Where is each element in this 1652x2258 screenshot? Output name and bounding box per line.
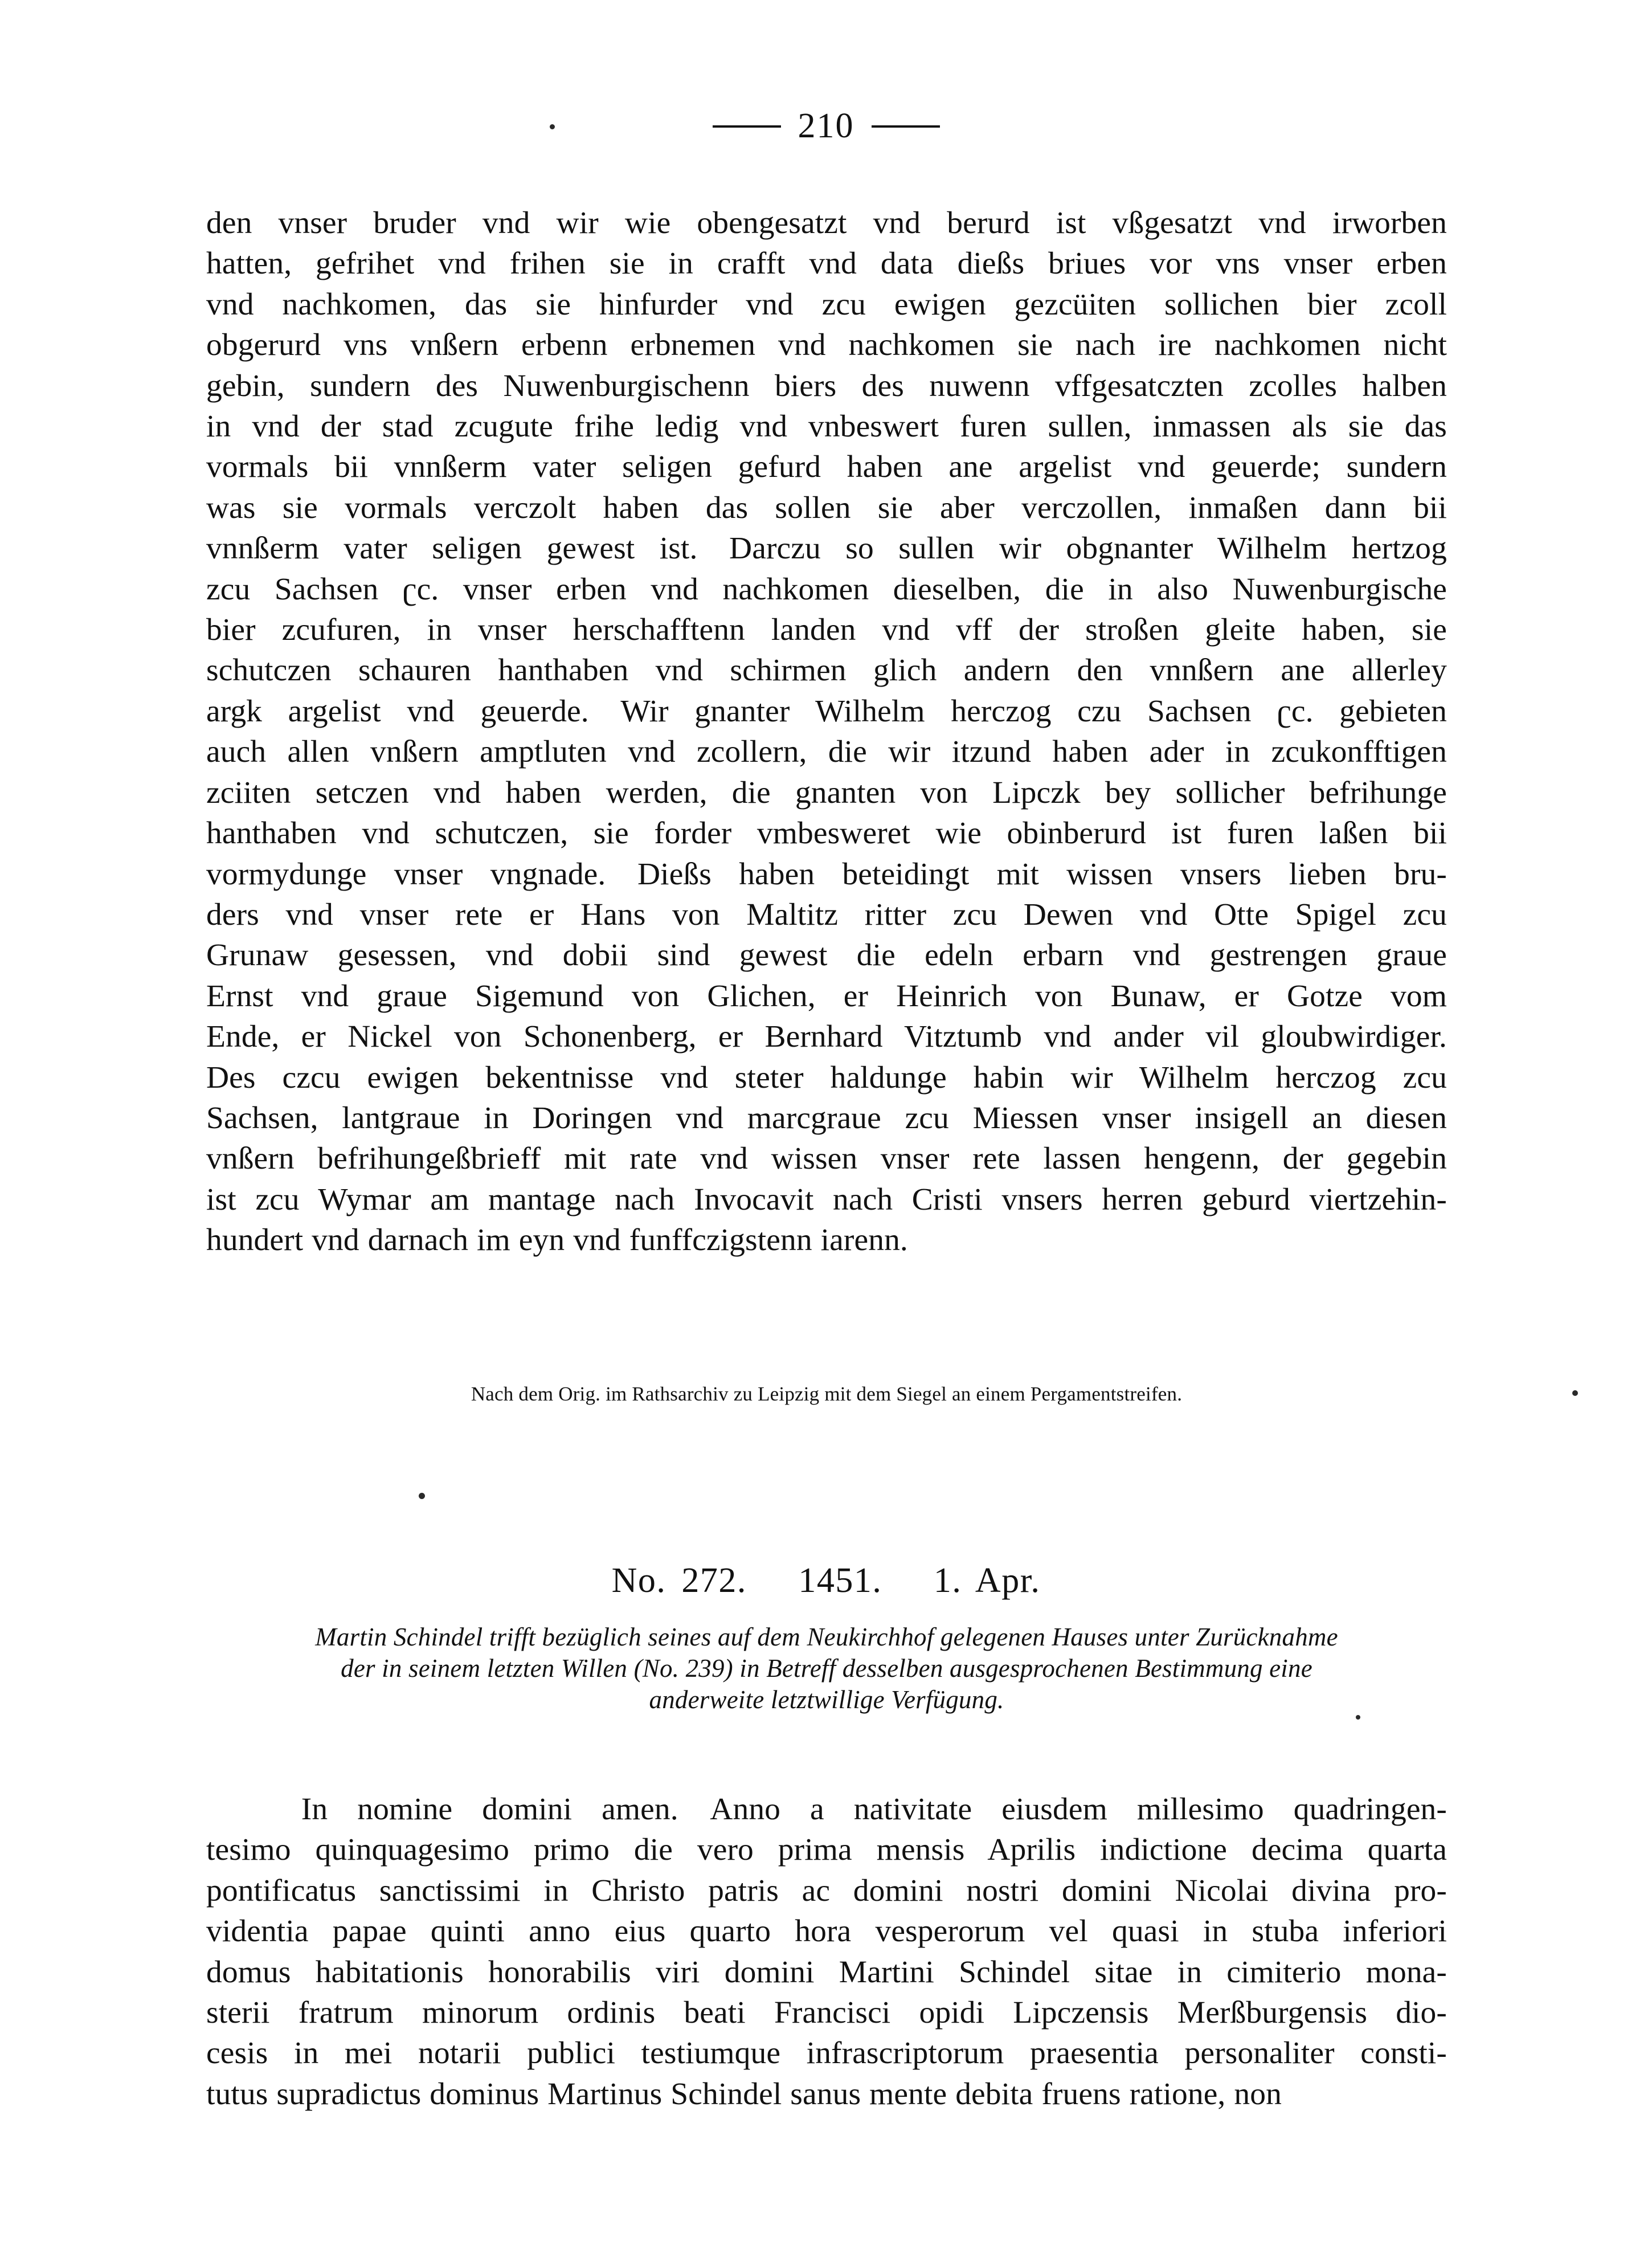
text-line: [206, 447, 1447, 487]
text-line: [206, 691, 1447, 732]
scan-speck: [1572, 1390, 1578, 1396]
text-line-content: zcu Sachsen ʗc. vnser erben vnd nachkomen dieselben, die in also Nuwenburgische: [206, 571, 1447, 607]
latin-body-text: [206, 1789, 1447, 2114]
text-line: [206, 1098, 1447, 1138]
text-line: [206, 1871, 1447, 1911]
text-line-content: Sachsen, lantgraue in Doringen vnd marcgraue zcu Miessen vnser insigell an diesen: [206, 1100, 1447, 1136]
scan-speck: [419, 1493, 425, 1499]
text-line-content: ist zcu Wymar am mantage nach Invocavit nach Cristi vnsers herren geburd viertzehin-: [206, 1182, 1447, 1217]
source-note: Nach dem Orig. im Rathsarchiv zu Leipzig mit dem Siegel an einem Pergamentstreifen.: [471, 1383, 1183, 1405]
text-line: [206, 813, 1447, 854]
text-line: [206, 406, 1447, 447]
text-line-content: tesimo quinquagesimo primo die vero prima mensis Aprilis indictione decima quarta: [206, 1832, 1447, 1868]
text-line-content: auch allen vnßern amptluten vnd zcollern, die wir itzund haben ader in zcukonfftigen: [206, 734, 1447, 770]
text-line-content: in vnd der stad zcugute frihe ledig vnd vnbeswert furen sullen, inmassen als sie das: [206, 409, 1447, 444]
text-line: [206, 732, 1447, 772]
text-line-content: Ernst vnd graue Sigemund von Glichen, er Heinrich von Bunaw, er Gotze vom: [206, 978, 1447, 1014]
text-line: [206, 366, 1447, 406]
text-line: [206, 854, 1447, 895]
text-line-content: In nomine domini amen. Anno a nativitate eiusdem millesimo quadringen-: [206, 1792, 1447, 1827]
document-heading: No. 272. 1451. 1. Apr.: [611, 1561, 1041, 1600]
text-line: [206, 1789, 1447, 1830]
text-line: [206, 1992, 1447, 2033]
text-line-content: argk argelist vnd geuerde. Wir gnanter Wilhelm herczog czu Sachsen ʗc. gebieten: [206, 693, 1447, 729]
text-line-content: sterii fratrum minorum ordinis beati Francisci opidi Lipczensis Merßburgensis dio-: [206, 1995, 1447, 2031]
text-line: der in seinem letzten Willen (No. 239) in Betreff desselben ausgesprochenen Bestimmung eine: [341, 1654, 1312, 1683]
text-line-content: Des czcu ewigen bekentnisse vnd steter haldunge habin wir Wilhelm herczog zcu: [206, 1060, 1447, 1095]
text-line: [206, 569, 1447, 610]
text-line-content: bier zcufuren, in vnser herschafftenn landen vnd vff der stroßen gleite haben, sie: [206, 613, 1447, 648]
text-line: [206, 1016, 1447, 1057]
text-line: [206, 243, 1447, 284]
text-line: anderweite letztwillige Verfügung.: [649, 1685, 1004, 1714]
text-line-content: vnd nachkomen, das sie hinfurder vnd zcu ewigen gezcüiten sollichen bier zcoll: [206, 287, 1447, 322]
text-line-content: vormals bii vnnßerm vater seligen gefurd haben ane argelist vnd geuerde; sundern: [206, 450, 1447, 485]
document-regest: [206, 1622, 1447, 1716]
text-line: [206, 1911, 1447, 1951]
text-line-content: was sie vormals verczolt haben das sollen sie aber verczollen, inmaßen dann bii: [206, 490, 1447, 525]
text-line: [206, 284, 1447, 325]
text-line: [206, 1057, 1447, 1098]
text-line: Martin Schindel trifft bezüglich seines auf dem Neukirchhof gelegenen Hauses unter Zurücknahme: [315, 1623, 1338, 1651]
text-line: [206, 935, 1447, 975]
text-line: [206, 2074, 1447, 2114]
text-line-content: videntia papae quinti anno eius quarto hora vesperorum vel quasi in stuba inferiori: [206, 1914, 1447, 1949]
text-line: [206, 325, 1447, 365]
text-line-content: zciiten setczen vnd haben werden, die gnanten von Lipczk bey sollicher befrihunge: [206, 775, 1447, 810]
text-line-content: pontificatus sanctissimi in Christo patris ac domini nostri domini Nicolai divina pro-: [206, 1873, 1447, 1908]
text-line: [206, 2033, 1447, 2073]
text-line-content: Grunaw gesessen, vnd dobii sind gewest die edeln erbarn vnd gestrengen graue: [206, 938, 1447, 973]
text-line: [206, 1220, 1447, 1260]
text-line: [206, 976, 1447, 1016]
text-line-content: vormydunge vnser vngnade. Dießs haben beteidingt mit wissen vnsers lieben bru-: [206, 856, 1447, 892]
text-line: [206, 1952, 1447, 1992]
text-line: [206, 650, 1447, 691]
text-line: [206, 610, 1447, 650]
text-line: [206, 528, 1447, 569]
rule-left: [713, 125, 781, 128]
text-line-content: vnßern befrihungeßbrieff mit rate vnd wissen vnser rete lassen hengenn, der gegebin: [206, 1141, 1447, 1177]
text-line: [206, 488, 1447, 528]
page-number: 210: [798, 107, 854, 145]
text-line-content: den vnser bruder vnd wir wie obengesatzt vnd berurd ist vßgesatzt vnd irworben: [206, 206, 1447, 240]
text-line: [206, 203, 1447, 243]
text-line: [206, 1138, 1447, 1179]
text-line-content: schutczen schauren hanthaben vnd schirmen glich andern den vnnßern ane allerley: [206, 653, 1447, 688]
text-line: [206, 1179, 1447, 1220]
text-line-content: tutus supradictus dominus Martinus Schindel sanus mente debita fruens ratione, non: [206, 2076, 1282, 2112]
running-head: [0, 108, 1652, 144]
text-line-content: vnnßerm vater seligen gewest ist. Darczu so sullen wir obgnanter Wilhelm hertzog: [206, 531, 1447, 566]
text-line-content: hundert vnd darnach im eyn vnd funffczigstenn iarenn.: [206, 1223, 908, 1258]
text-line: [206, 773, 1447, 813]
text-line-content: Ende, er Nickel von Schonenberg, er Bernhard Vitztumb vnd ander vil gloubwirdiger.: [206, 1019, 1447, 1055]
text-line-content: cesis in mei notarii publici testiumque infrascriptorum praesentia personaliter consti-: [206, 2036, 1447, 2071]
text-line-content: hanthaben vnd schutczen, sie forder vmbesweret wie obinberurd ist furen laßen bii: [206, 816, 1447, 851]
text-line: [206, 1830, 1447, 1870]
text-line-content: obgerurd vns vnßern erbenn erbnemen vnd nachkomen sie nach ire nachkomen nicht: [206, 328, 1447, 363]
text-line-content: ders vnd vnser rete er Hans von Maltitz ritter zcu Dewen vnd Otte Spigel zcu: [206, 897, 1447, 932]
text-line: [206, 895, 1447, 935]
text-line-content: domus habitationis honorabilis viri domini Martini Schindel sitae in cimiterio mona-: [206, 1954, 1447, 1990]
scan-speck: [1356, 1715, 1360, 1720]
charter-body-text: [206, 203, 1447, 1261]
rule-right: [872, 125, 940, 128]
text-line-content: hatten, gefrihet vnd frihen sie in crafft vnd data dießs briues vor vns vnser erben: [206, 246, 1447, 281]
text-line-content: gebin, sundern des Nuwenburgischenn biers des nuwenn vffgesatczten zcolles halben: [206, 368, 1447, 403]
